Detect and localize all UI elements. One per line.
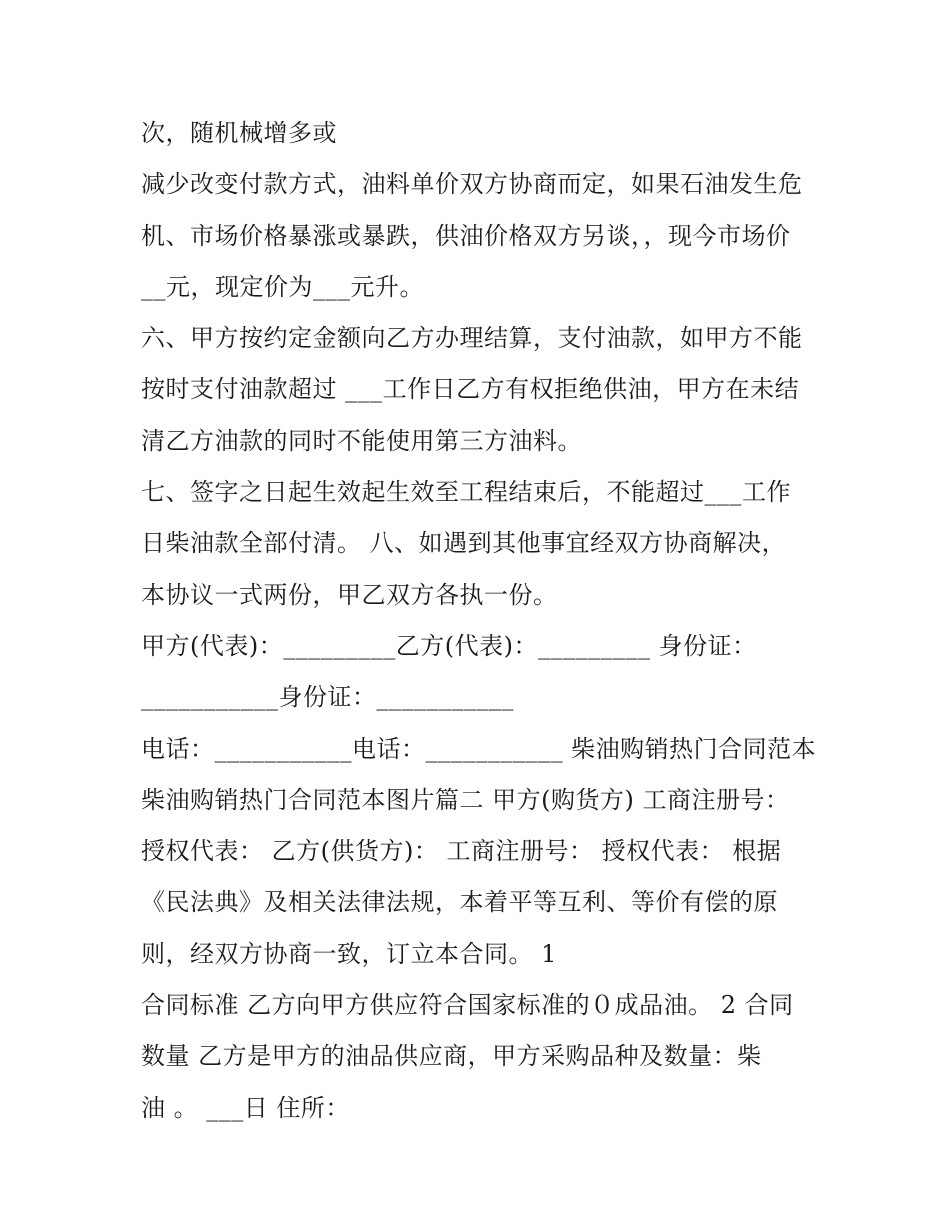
- text-line: 油 。 ___日 住所：: [141, 1093, 350, 1122]
- text-line: 日柴油款全部付清。 八、如遇到其他事宜经双方协商解决，: [141, 529, 787, 558]
- text-line: 六、甲方按约定金额向乙方办理结算，支付油款，如甲方不能: [141, 324, 803, 353]
- text-line: 清乙方油款的同时不能使用第三方油料。: [141, 426, 582, 455]
- text-line: 《民法典》及相关法律法规，本着平等互利、等价有偿的原: [141, 888, 778, 917]
- contract-text: [141, 108, 831, 1134]
- text-line: 合同标准 乙方向甲方供应符合国家标准的０成品油。 2 合同: [141, 991, 794, 1020]
- text-line: __元，现定价为___元升。: [141, 272, 424, 301]
- text-line: 则，经双方协商一致，订立本合同。 1: [141, 939, 557, 968]
- text-line: 按时支付油款超过 ___工作日乙方有权拒绝供油，甲方在未结: [141, 375, 800, 404]
- text-line: 柴油购销热门合同范本图片篇二 甲方(购货方) 工商注册号：: [141, 785, 790, 814]
- text-line: 授权代表： 乙方(供货方)： 工商注册号： 授权代表： 根据: [141, 837, 782, 866]
- text-line: ___________身份证：___________: [141, 683, 514, 712]
- text-line: 本协议一式两份，甲乙双方各执一份。: [141, 580, 558, 609]
- text-line: 甲方(代表)：_________乙方(代表)：_________ 身份证：: [141, 631, 757, 660]
- text-line: 减少改变付款方式，油料单价双方协商而定，如果石油发生危: [141, 170, 803, 199]
- text-line: 次，随机械增多或: [141, 119, 337, 147]
- text-line: 电话：___________电话：___________ 柴油购销热门合同范本: [141, 734, 817, 763]
- text-line: 机、市场价格暴涨或暴跌，供油价格双方另谈，，现今市场价: [141, 221, 791, 250]
- text-line: 七、签字之日起生效起生效至工程结束后，不能超过___工作: [141, 478, 791, 507]
- text-line: 数量 乙方是甲方的油品供应商，甲方采购品种及数量：柴: [141, 1042, 762, 1071]
